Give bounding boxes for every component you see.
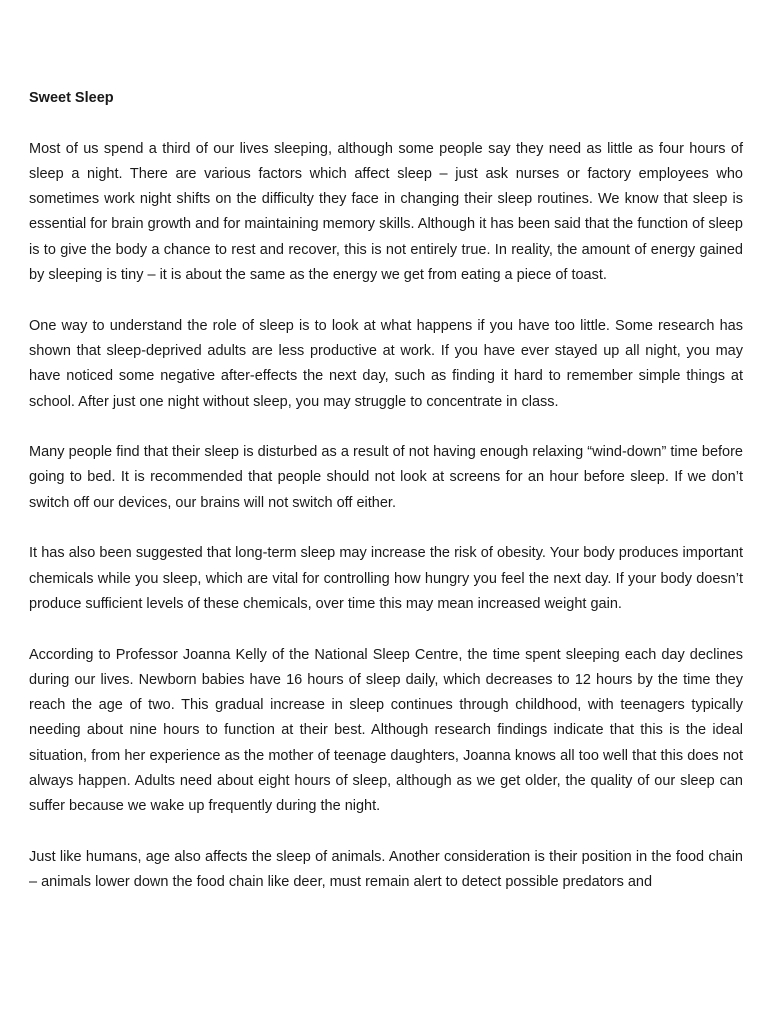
document-title: Sweet Sleep — [29, 90, 114, 106]
paragraph-5: According to Professor Joanna Kelly of the National Sleep Centre, the time spent sleeping each day declines during our lives. Newborn babies have 16 hours of sleep daily, which decreases to 12 hours by the time they reach the age of two. This gradual increase in sleep continues through childhood, with teenagers typically needing about nine hours to function at their best. Although research findings indicate that this is the ideal situation, from her experience as the mother of teenage daughters, Joanna knows all too well that this does not always happen. Adults need about eight hours of sleep, although as we get older, the quality of our sleep can suffer because we wake up frequently during the night. — [29, 646, 743, 815]
document-page — [29, 86, 743, 921]
paragraph-4: It has also been suggested that long-term sleep may increase the risk of obesity. Your body produces important chemicals while you sleep, which are vital for controlling how hungry you feel the next day. If your body doesn’t produce sufficient levels of these chemicals, over time this may mean increased weight gain. — [29, 545, 743, 612]
paragraph-3: Many people find that their sleep is disturbed as a result of not having enough relaxing “wind-down” time before going to bed. It is recommended that people should not look at screens for an hour before sleep. If we don’t switch off our devices, our brains will not switch off either. — [29, 444, 743, 511]
paragraph-6: Just like humans, age also affects the sleep of animals. Another consideration is their position in the food chain – animals lower down the food chain like deer, must remain alert to detect possible predators and — [29, 848, 743, 891]
paragraph-2: One way to understand the role of sleep is to look at what happens if you have too little. Some research has shown that sleep-deprived adults are less productive at work. If you have ever stayed up all night, you may have noticed some negative after-effects the next day, such as finding it hard to remember simple things at school. After just one night without sleep, you may struggle to concentrate in class. — [29, 317, 743, 410]
paragraph-1: Most of us spend a third of our lives sleeping, although some people say they need as little as four hours of sleep a night. There are various factors which affect sleep – just ask nurses or factory employees who sometimes work night shifts on the difficulty they face in changing their sleep routines. We know that sleep is essential for brain growth and for maintaining memory skills. Although it has been said that the function of sleep is to give the body a chance to rest and recover, this is not entirely true. In reality, the amount of energy gained by sleeping is tiny – it is about the same as the energy we get from eating a piece of toast. — [29, 140, 743, 284]
